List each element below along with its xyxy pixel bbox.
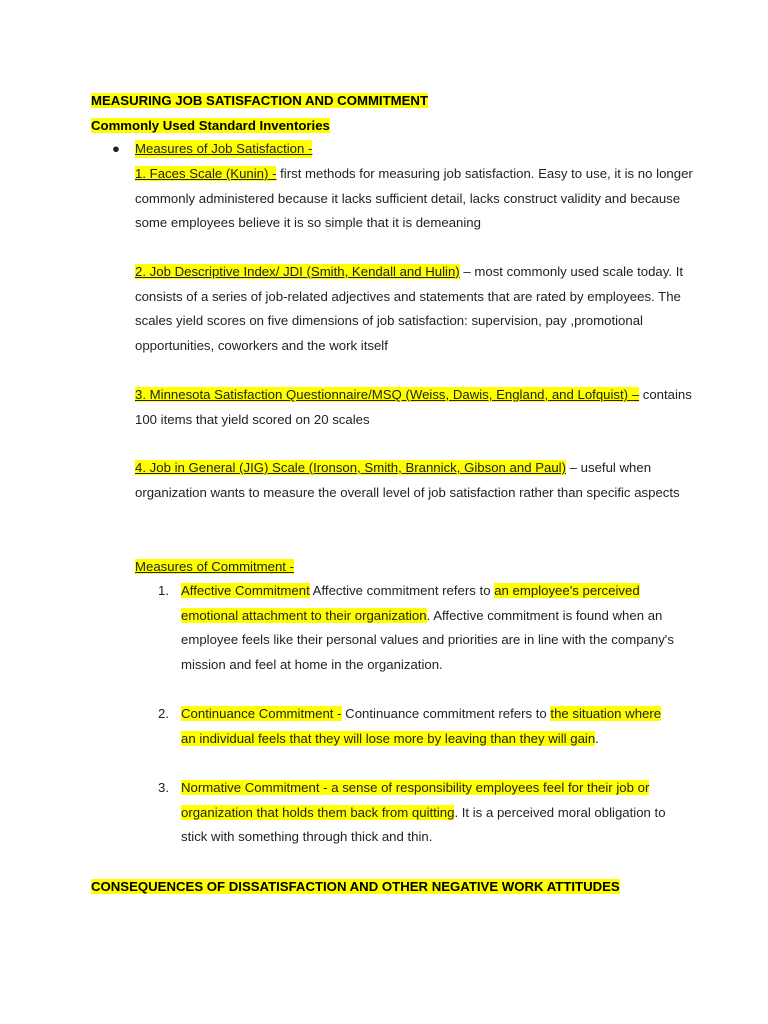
main-heading-text: MEASURING JOB SATISFACTION AND COMMITMENT [91, 93, 429, 108]
item-number: 2. [158, 706, 169, 721]
inventories-heading [91, 117, 330, 135]
main-heading [91, 92, 428, 110]
item-pre: Affective commitment refers to [309, 583, 495, 598]
item-text: first methods for measuring job satisfaction. Easy to use, it is no longer commonly administered because it lacks sufficient detail, lacks construct validity and because some employees believe it is so simple that it is demeaning [135, 166, 693, 230]
item-text: contains 100 items that yield scored on 20 scales [135, 387, 692, 427]
item-label: 3. Minnesota Satisfaction Questionnaire/MSQ (Weiss, Dawis, England, and Lofquist) – [135, 387, 640, 402]
bullet-icon: ● [112, 141, 120, 156]
item-number: 1. [158, 583, 169, 598]
satisfaction-item-msq [135, 383, 695, 432]
satisfaction-measures-title: Measures of Job Satisfaction - [135, 141, 313, 156]
item-post: . It is a perceived moral obligation to stick with something through thick and thin. [181, 804, 666, 844]
item-pre: Continuance commitment refers to [341, 706, 551, 721]
item-highlight: the situation where an individual feels that they will lose more by leaving than they will gain [181, 706, 662, 746]
commitment-title-text: Measures of Commitment - [135, 559, 295, 574]
satisfaction-item-faces-scale [135, 162, 695, 236]
item-highlight: an employee's perceived emotional attachment to their organization [181, 583, 640, 623]
item-label: 4. Job in General (JIG) Scale (Ironson, Smith, Brannick, Gibson and Paul) [135, 460, 566, 475]
inventories-heading-text: Commonly Used Standard Inventories [91, 118, 330, 133]
item-label: 2. Job Descriptive Index/ JDI (Smith, Kendall and Hulin) [135, 264, 460, 279]
item-text: – useful when organization wants to measure the overall level of job satisfaction rather than specific aspects [135, 460, 680, 500]
item-post: . [595, 730, 599, 746]
consequences-heading-text: CONSEQUENCES OF DISSATISFACTION AND OTHER NEGATIVE WORK ATTITUDES [91, 879, 620, 894]
satisfaction-item-jig [135, 456, 695, 505]
item-label: Continuance Commitment - [181, 706, 342, 721]
item-number: 3. [158, 780, 169, 795]
item-label: Affective Commitment [181, 583, 310, 598]
item-label: Normative Commitment - a sense of responsibility employees feel for their job or organization that holds them back from quitting [181, 780, 650, 820]
consequences-heading [91, 878, 620, 896]
commitment-measures-title [135, 555, 695, 580]
item-label: 1. Faces Scale (Kunin) - [135, 166, 277, 181]
satisfaction-item-jdi [135, 260, 695, 358]
item-text: – most commonly used scale today. It consists of a series of job-related adjectives and statements that are rated by employees. The scales yield scores on five dimensions of job satisfaction: supervision, pay ,promotional opportunities, coworkers and the work itself [135, 264, 684, 353]
item-post: . Affective commitment is found when an employee feels like their personal values and priorities are in line with the company's mission and feel at home in the organization. [181, 607, 674, 672]
